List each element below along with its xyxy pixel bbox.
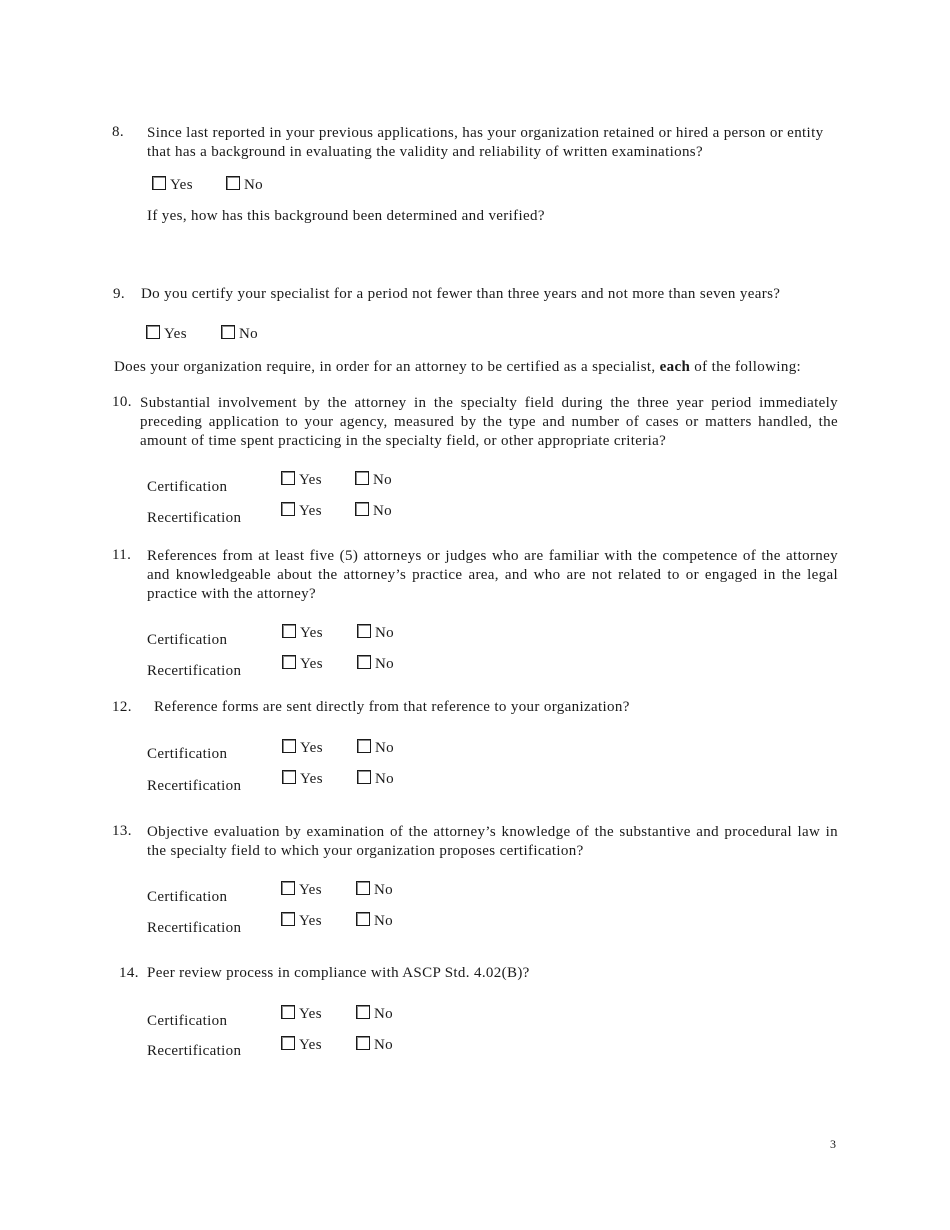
q11-number: 11.: [112, 547, 132, 563]
q13-recertification-label: Recertification: [147, 920, 242, 936]
q10-recert-no-option[interactable]: [355, 503, 392, 520]
no-label: No: [375, 771, 395, 787]
q8-text: Since last reported in your previous applications, has your organization retained or hired a person or entity that has a background in evaluating the validity and reliability of written examinations?: [147, 125, 824, 160]
q10-recertification-label: Recertification: [147, 510, 242, 526]
q14-recert-no-option[interactable]: [356, 1037, 393, 1054]
q10-certification-label: Certification: [147, 479, 228, 495]
q14-number: 14.: [119, 965, 139, 981]
q10-number: 10.: [112, 394, 132, 410]
q9-text: Do you certify your specialist for a period not fewer than three years and not more than seven years?: [141, 286, 781, 302]
q9-no-label: No: [239, 326, 259, 342]
q9-no-checkbox[interactable]: [221, 325, 235, 339]
q12-cert-yes-checkbox[interactable]: [282, 739, 296, 753]
q9-no-option[interactable]: [221, 326, 258, 343]
yes-label: Yes: [300, 740, 323, 756]
q10-cert-no-checkbox[interactable]: [355, 471, 369, 485]
q14-recert-yes-option[interactable]: [281, 1037, 322, 1054]
yes-label: Yes: [299, 472, 322, 488]
q8-yes-label: Yes: [170, 177, 193, 193]
no-label: No: [375, 740, 395, 756]
q13-recert-no-checkbox[interactable]: [356, 912, 370, 926]
q13-recert-yes-option[interactable]: [281, 913, 322, 930]
q13-certification-label: Certification: [147, 889, 228, 905]
yes-label: Yes: [299, 1006, 322, 1022]
q8-number: 8.: [112, 124, 124, 140]
q14-recert-no-checkbox[interactable]: [356, 1036, 370, 1050]
q9-number: 9.: [113, 286, 125, 302]
section-intro: [114, 359, 801, 376]
q11-recert-no-option[interactable]: [357, 656, 394, 673]
q11-cert-no-checkbox[interactable]: [357, 624, 371, 638]
no-label: No: [374, 882, 394, 898]
q11-cert-no-option[interactable]: [357, 625, 394, 642]
q14-cert-no-option[interactable]: [356, 1006, 393, 1023]
yes-label: Yes: [300, 656, 323, 672]
q14-cert-yes-option[interactable]: [281, 1006, 322, 1023]
yes-label: Yes: [299, 882, 322, 898]
q11-recertification-label: Recertification: [147, 663, 242, 679]
q11-cert-yes-option[interactable]: [282, 625, 323, 642]
q13-recert-yes-checkbox[interactable]: [281, 912, 295, 926]
q10-recert-yes-option[interactable]: [281, 503, 322, 520]
q14-cert-yes-checkbox[interactable]: [281, 1005, 295, 1019]
q12-certification-label: Certification: [147, 746, 228, 762]
intro-after: of the following:: [690, 359, 802, 375]
q10-cert-yes-option[interactable]: [281, 472, 322, 489]
no-label: No: [373, 472, 393, 488]
q10-cert-yes-checkbox[interactable]: [281, 471, 295, 485]
q8-no-checkbox[interactable]: [226, 176, 240, 190]
q13-recert-no-option[interactable]: [356, 913, 393, 930]
q11-text: References from at least five (5) attorneys or judges who are familiar with the competence of the attorney and knowledgeable about the attorney’s practice area, and who are not related to or engaged in the legal practice with the attorney?: [147, 548, 838, 602]
q8-no-label: No: [244, 177, 264, 193]
no-label: No: [374, 913, 394, 929]
q9-yes-label: Yes: [164, 326, 187, 342]
yes-label: Yes: [300, 771, 323, 787]
q10-cert-no-option[interactable]: [355, 472, 392, 489]
q14-text: Peer review process in compliance with ASCP Std. 4.02(B)?: [147, 965, 530, 981]
q8-yes-checkbox[interactable]: [152, 176, 166, 190]
q12-cert-no-checkbox[interactable]: [357, 739, 371, 753]
q14-recertification-label: Recertification: [147, 1043, 242, 1059]
q8-yes-option[interactable]: [152, 177, 193, 194]
q12-recert-yes-checkbox[interactable]: [282, 770, 296, 784]
q10-recert-yes-checkbox[interactable]: [281, 502, 295, 516]
no-label: No: [373, 503, 393, 519]
q12-recert-no-option[interactable]: [357, 771, 394, 788]
q13-cert-yes-checkbox[interactable]: [281, 881, 295, 895]
q8-followup: If yes, how has this background been determined and verified?: [147, 208, 545, 224]
no-label: No: [375, 625, 395, 641]
q12-recertification-label: Recertification: [147, 778, 242, 794]
no-label: No: [374, 1037, 394, 1053]
q9-yes-option[interactable]: [146, 326, 187, 343]
q13-cert-yes-option[interactable]: [281, 882, 322, 899]
q12-cert-yes-option[interactable]: [282, 740, 323, 757]
yes-label: Yes: [299, 913, 322, 929]
q12-cert-no-option[interactable]: [357, 740, 394, 757]
page-number: 3: [830, 1137, 837, 1151]
q11-certification-label: Certification: [147, 632, 228, 648]
q10-recert-no-checkbox[interactable]: [355, 502, 369, 516]
no-label: No: [375, 656, 395, 672]
q14-recert-yes-checkbox[interactable]: [281, 1036, 295, 1050]
q13-number: 13.: [112, 823, 132, 839]
q11-cert-yes-checkbox[interactable]: [282, 624, 296, 638]
no-label: No: [374, 1006, 394, 1022]
q14-certification-label: Certification: [147, 1013, 228, 1029]
q13-text: Objective evaluation by examination of the attorney’s knowledge of the substantive and procedural law in the specialty field to which your organization proposes certification?: [147, 824, 838, 859]
q9-yes-checkbox[interactable]: [146, 325, 160, 339]
q12-recert-yes-option[interactable]: [282, 771, 323, 788]
q11-recert-yes-checkbox[interactable]: [282, 655, 296, 669]
q8-no-option[interactable]: [226, 177, 263, 194]
q12-recert-no-checkbox[interactable]: [357, 770, 371, 784]
yes-label: Yes: [299, 1037, 322, 1053]
yes-label: Yes: [300, 625, 323, 641]
q12-number: 12.: [112, 699, 132, 715]
q14-cert-no-checkbox[interactable]: [356, 1005, 370, 1019]
intro-before: Does your organization require, in order for an attorney to be certified as a specialist,: [114, 359, 660, 375]
q13-cert-no-option[interactable]: [356, 882, 393, 899]
q13-cert-no-checkbox[interactable]: [356, 881, 370, 895]
q10-text: Substantial involvement by the attorney in the specialty field during the three year period immediately preceding application to your agency, measured by the type and number of cases or matters handled, the amount of time spent practicing in the specialty field, or other appropriate criteria?: [140, 395, 838, 449]
yes-label: Yes: [299, 503, 322, 519]
q12-text: Reference forms are sent directly from that reference to your organization?: [154, 699, 630, 715]
intro-bold: each: [659, 359, 691, 375]
q11-recert-no-checkbox[interactable]: [357, 655, 371, 669]
q11-recert-yes-option[interactable]: [282, 656, 323, 673]
